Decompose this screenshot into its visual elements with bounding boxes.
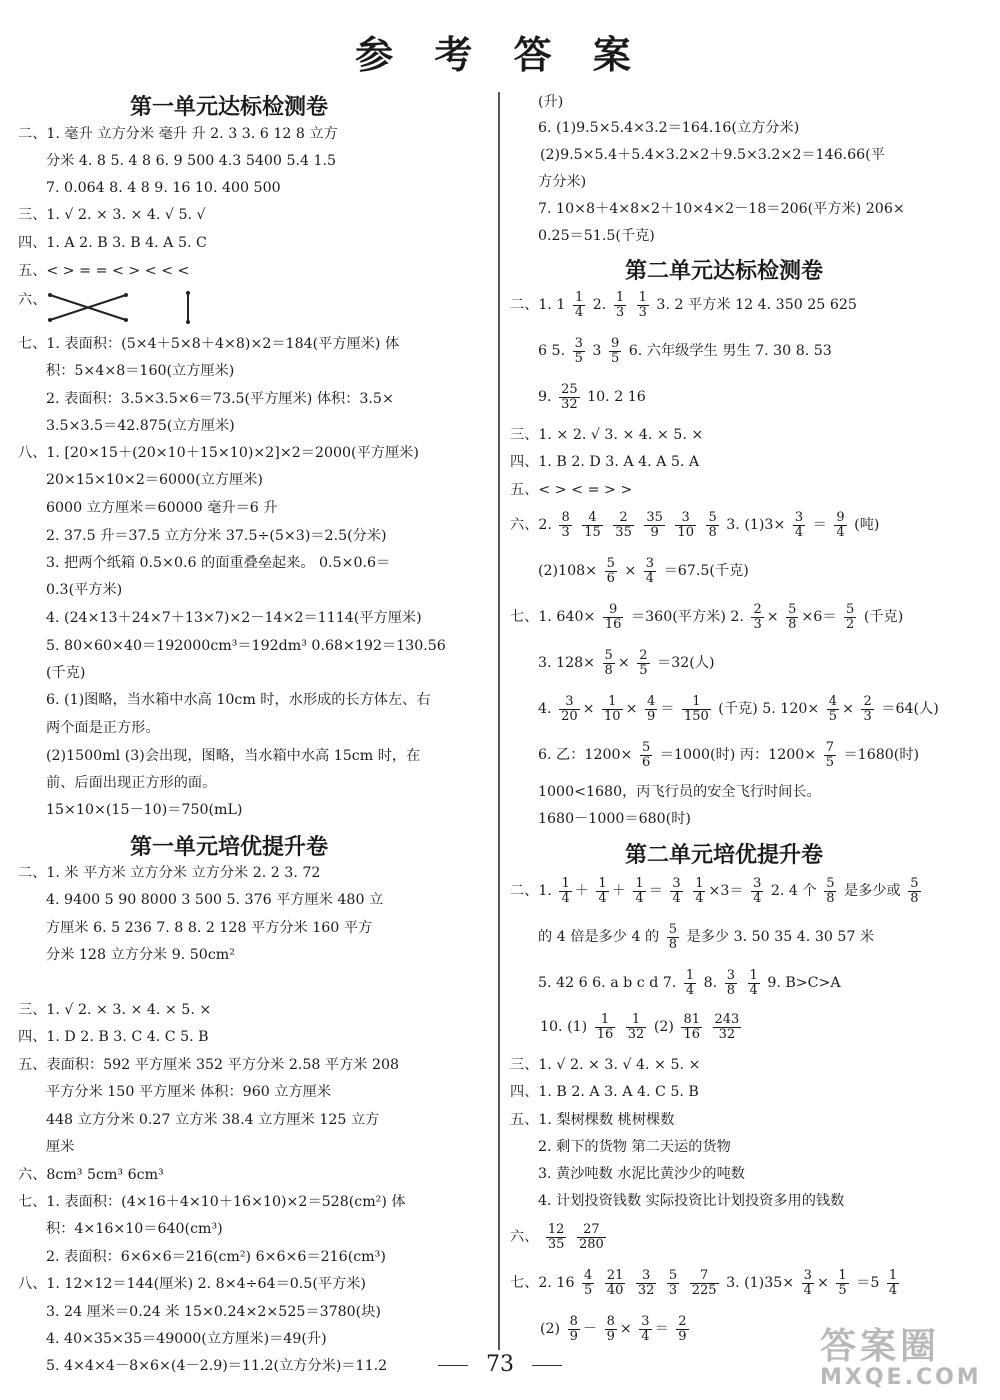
answer-line: 积：4×16×10＝640(cm³) [46, 1221, 223, 1237]
page-number: 73 [486, 1352, 514, 1377]
answer-line: 分米 4. 8 5. 4 8 6. 9 500 4.3 5400 5.4 1.5 [46, 153, 337, 169]
answer-line: 六、2. $\frac{8}{3}$ $\frac{4}{15}$ $\frac{2}{35}$ $\frac{35}{9}$ $\frac{3}{10}$ $\frac{5}{8}$ 3. (1)3× $\frac{3}{4}$ ＝ $\frac{9}{4}$ (吨) [510, 509, 880, 540]
answer-line: 7. 0.064 8. 4 8 9. 16 10. 400 500 [46, 180, 281, 196]
answer-line: 6. 乙：1200× $\frac{5}{6}$ ＝1000(时) 丙：1200× $\frac{7}{5}$ ＝1680(时) [538, 739, 920, 770]
answer-line: 分米 128 立方分米 9. 50cm² [46, 947, 235, 963]
answer-line: 的 4 倍是多少 4 的 $\frac{5}{8}$ 是多少 3. 50 35 4. 30 57 米 [538, 921, 875, 952]
section-title: 第二单元达标检测卷 [625, 259, 824, 284]
page-title: 参 考 答 案 [355, 33, 645, 77]
answer-line: 平方分米 150 平方厘米 体积：960 立方厘米 [46, 1084, 332, 1100]
footer-dash [438, 1365, 468, 1366]
answer-line: 六、8cm³ 5cm³ 6cm³ [18, 1167, 164, 1183]
answer-line: 6. (1)9.5×5.4×3.2＝164.16(立方分米) [538, 120, 800, 136]
answer-line: 三、1. √ 2. × 3. × 4. × 5. × [18, 1002, 212, 1018]
answer-line: 积：5×4×8＝160(立方厘米) [46, 363, 235, 379]
answer-line: 20×15×10×2＝6000(立方厘米) [46, 472, 263, 488]
answer-line: 七、1. 表面积：(5×4＋5×8＋4×8)×2＝184(平方厘米) 体 [18, 336, 400, 352]
answer-line: 448 立方分米 0.27 立方米 38.4 立方厘米 125 立方 [46, 1112, 380, 1128]
answer-line: 15×10×(15－10)＝750(mL) [46, 802, 243, 818]
answer-line: 七、2. 16 $\frac{4}{5}$ $\frac{21}{40}$ $\frac{3}{32}$ $\frac{5}{3}$ $\frac{7}{225}$ 3. (1)35× $\frac{3}{4}$ × $\frac{1}{5}$ ＝5 $\frac{1}{4}$ [510, 1267, 898, 1298]
answer-line: 3. 把两个纸箱 0.5×0.6 的面重叠垒起来。 0.5×0.6＝ [46, 555, 391, 571]
section-title: 第二单元培优提升卷 [625, 843, 824, 868]
answer-line: 5. 42 6 6. a b c d 7. $\frac{1}{4}$ 8. $\frac{3}{8}$ $\frac{1}{4}$ 9. B>C>A [538, 967, 841, 998]
answer-line: 1680－1000＝680(时) [538, 811, 691, 827]
answer-line: 6 5. $\frac{3}{5}$ 3 $\frac{9}{5}$ 6. 六年级学生 男生 7. 30 8. 53 [538, 335, 832, 366]
answer-line: 方厘米 6. 5 236 7. 8 8. 2 128 平方分米 160 平方 [46, 920, 373, 936]
answer-line: 2. 表面积：3.5×3.5×6＝73.5(平方厘米) 体积：3.5× [46, 391, 394, 407]
answer-line: 5. 80×60×40＝192000cm³＝192dm³ 0.68×192＝130.56 [46, 638, 446, 654]
match-dot [124, 318, 128, 322]
answer-line: 七、1. 表面积：(4×16＋4×10＋16×10)×2＝528(cm²) 体 [18, 1194, 406, 1210]
answer-line: 二、1. $\frac{1}{4}$ ＋ $\frac{1}{4}$ ＋ $\frac{1}{4}$ ＝ $\frac{3}{4}$ $\frac{1}{4}$ ×3＝ $\frac{3}{4}$ 2. 4 个 $\frac{5}{8}$ 是多少或 $\frac{5}{8}$ [510, 875, 919, 906]
match-dot [186, 320, 190, 324]
answer-line: 3. 黄沙吨数 水泥比黄沙少的吨数 [538, 1166, 745, 1182]
site-watermark-logo [820, 1318, 990, 1398]
answer-line: 二、1. 1 $\frac{1}{4}$ 2. $\frac{1}{3}$ $\frac{1}{3}$ 3. 2 平方米 12 4. 350 25 625 [510, 289, 857, 320]
answer-line: 五、< > < = > > [510, 482, 633, 498]
answer-line: 4. 9400 5 90 8000 3 500 5. 376 平方厘米 480 立 [46, 892, 384, 908]
answer-line: 四、1. B 2. A 3. A 4. C 5. B [510, 1084, 699, 1100]
answer-line: 厘米 [46, 1139, 75, 1155]
answer-line: (2) $\frac{8}{9}$ － $\frac{8}{9}$ × $\frac{3}{4}$ ＝ $\frac{2}{9}$ [540, 1313, 687, 1344]
answer-line: 五、< > = = < > < < < [18, 263, 190, 279]
section-title: 第一单元达标检测卷 [130, 95, 329, 120]
answer-line: 3.5×3.5＝42.875(立方厘米) [46, 418, 235, 434]
answer-line: (2)9.5×5.4＋5.4×3.2×2＋9.5×3.2×2＝146.66(平 [540, 147, 885, 163]
matching-lines-figure [48, 290, 198, 326]
match-dot [186, 291, 190, 295]
answer-line: 两个面是正方形。 [46, 720, 160, 736]
answer-line: 八、1. [20×15＋(20×10＋15×10)×2]×2＝2000(平方厘米) [18, 445, 419, 461]
match-dot [48, 293, 52, 297]
answer-line: 七、1. 640× $\frac{9}{16}$ ＝360(平方米) 2. $\frac{2}{3}$ × $\frac{5}{8}$ ×6＝ $\frac{5}{2}$ (千克) [510, 601, 904, 632]
column-divider [498, 92, 500, 1350]
answer-line: 四、1. B 2. D 3. A 4. A 5. A [510, 454, 700, 470]
answer-line: 6. (1)图略，当水箱中水高 10cm 时，水形成的长方体左、右 [46, 692, 431, 708]
answer-line: (升) [538, 94, 564, 110]
answer-line: (2)1500ml (3)会出现，图略，当水箱中水高 15cm 时，在 [46, 748, 421, 764]
answer-line: 4. 计划投资钱数 实际投资比计划投资多用的钱数 [538, 1193, 845, 1209]
watermark-text: 答案圈 [820, 1326, 941, 1367]
answer-line: 10. (1) $\frac{1}{16}$ $\frac{1}{32}$ (2) $\frac{81}{16}$ $\frac{243}{32}$ [540, 1011, 740, 1042]
answer-line: 三、1. √ 2. × 3. × 4. √ 5. √ [18, 207, 206, 223]
answer-line: 二、1. 毫升 立方分米 毫升 升 2. 3 3. 6 12 8 立方 [18, 126, 338, 142]
answer-line: 6000 立方厘米＝60000 毫升＝6 升 [46, 500, 278, 516]
answer-line: 四、1. A 2. B 3. B 4. A 5. C [18, 235, 207, 251]
answer-line: 4. (24×13＋24×7＋13×7)×2－14×2＝1114(平方厘米) [46, 610, 422, 626]
answer-line: 2. 37.5 升＝37.5 立方分米 37.5÷(5×3)＝2.5(分米) [46, 528, 387, 544]
answer-line: 2. 剩下的货物 第二天运的货物 [538, 1139, 731, 1155]
answer-line: 5. 4×4×4－8×6×(4－2.9)＝11.2(立方分米)＝11.2 [46, 1358, 388, 1374]
answer-line: 三、1. √ 2. × 3. √ 4. × 5. × [510, 1057, 701, 1073]
answer-line: 方分米) [538, 174, 587, 190]
answer-line: 前、后面出现正方形的面。 [46, 775, 217, 791]
answer-line: 八、1. 12×12＝144(厘米) 2. 8×4÷64＝0.5(平方米) [18, 1276, 366, 1292]
match-dot [124, 293, 128, 297]
answer-line: 2. 表面积：6×6×6＝216(cm²) 6×6×6＝216(cm³) [46, 1249, 386, 1265]
answer-line: 1000<1680，丙飞行员的安全飞行时间长。 [538, 784, 821, 800]
answer-line: 六、 $\frac{12}{35}$ $\frac{27}{280}$ [510, 1221, 604, 1252]
answer-line: 五、表面积：592 平方厘米 352 平方分米 2.58 平方米 208 [18, 1057, 400, 1073]
watermark-url: MXQE.COM [820, 1365, 982, 1390]
match-dot [48, 318, 52, 322]
answer-line: 四、1. D 2. B 3. C 4. C 5. B [18, 1029, 209, 1045]
answer-line: 六、 [18, 292, 47, 308]
answer-line: (千克) [46, 665, 86, 681]
answer-line: 3. 128× $\frac{5}{8}$ × $\frac{2}{5}$ ＝32(人) [538, 647, 715, 678]
footer-dash [532, 1365, 562, 1366]
answer-line: (2)108× $\frac{5}{6}$ × $\frac{3}{4}$ ＝67.5(千克) [538, 555, 749, 586]
answer-line: 9. $\frac{25}{32}$ 10. 2 16 [538, 381, 646, 412]
answer-line: 二、1. 米 平方米 立方分米 立方分米 2. 2 3. 72 [18, 865, 321, 881]
answer-line: 三、1. × 2. √ 3. × 4. × 5. × [510, 427, 704, 443]
answer-line: 3. 24 厘米＝0.24 米 15×0.24×2×525＝3780(块) [46, 1304, 381, 1320]
answer-line: 0.25＝51.5(千克) [538, 228, 655, 244]
answer-line: 五、1. 梨树棵数 桃树棵数 [510, 1112, 675, 1128]
answer-line: 7. 10×8＋4×8×2＋10×4×2－18＝206(平方米) 206× [538, 201, 905, 217]
answer-line: 0.3(平方米) [46, 582, 123, 598]
section-title: 第一单元培优提升卷 [130, 835, 329, 860]
answer-line: 4. $\frac{3}{20}$ × $\frac{1}{10}$ × $\frac{4}{9}$ ＝ $\frac{1}{150}$ (千克) 5. 120× $\frac{4}{5}$ × $\frac{2}{3}$ ＝64(人) [538, 693, 939, 724]
answer-line: 4. 40×35×35＝49000(立方厘米)＝49(升) [46, 1331, 327, 1347]
